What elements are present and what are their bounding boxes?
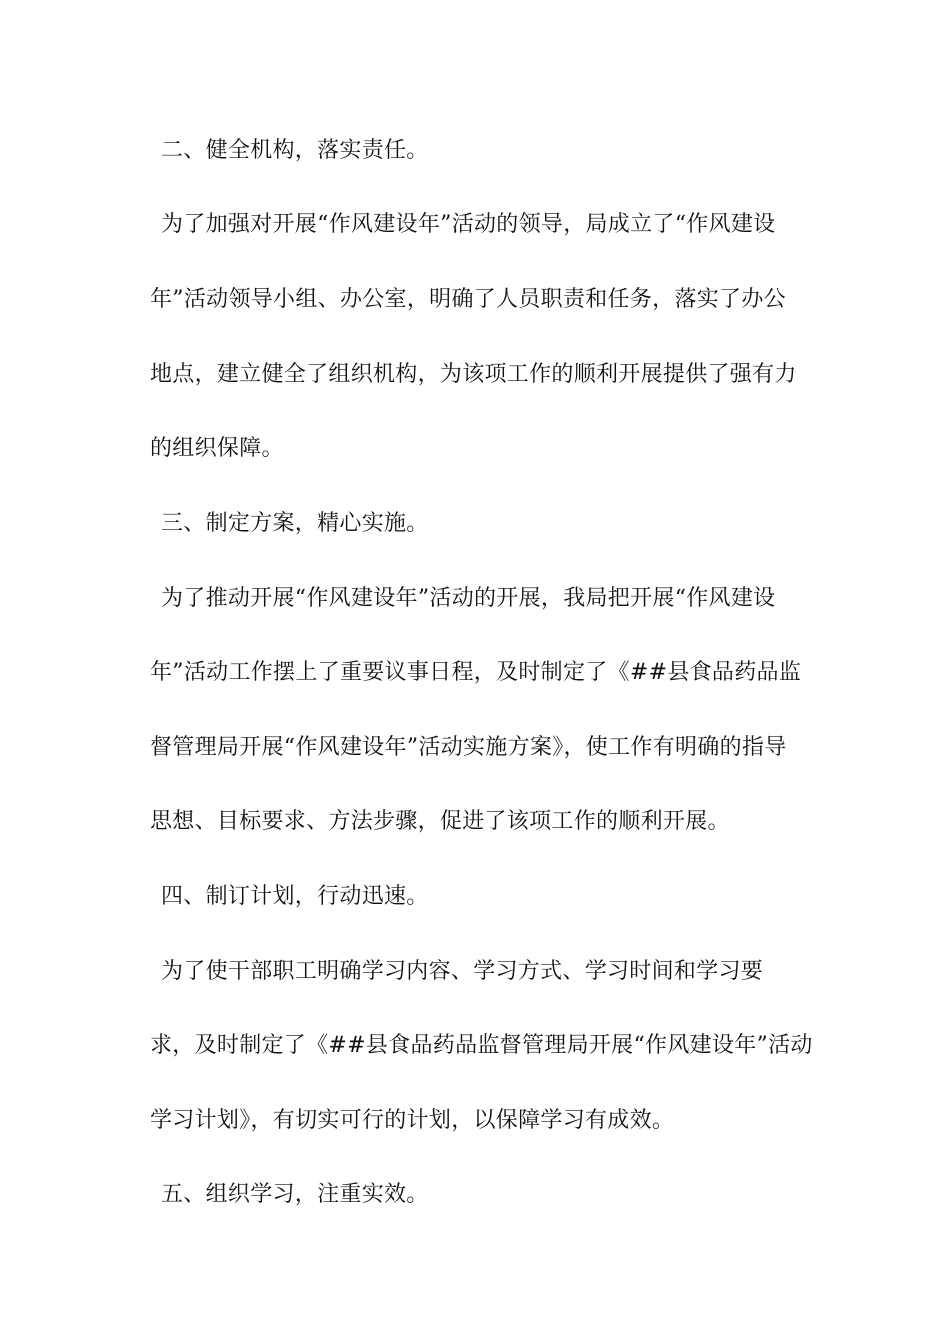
paragraph-line: 思想、目标要求、方法步骤，促进了该项工作的顺利开展。 bbox=[150, 809, 730, 834]
paragraph-line: 地点，建立健全了组织机构，为该项工作的顺利开展提供了强有力 bbox=[150, 362, 797, 387]
paragraph-line: 年”活动领导小组、办公室，明确了人员职责和任务，落实了办公 bbox=[150, 287, 786, 312]
paragraph-line: 学习计划》，有切实可行的计划，以保障学习有成效。 bbox=[150, 1108, 675, 1133]
paragraph-line: 督管理局开展“作风建设年”活动实施方案》，使工作有明确的指导 bbox=[150, 735, 787, 760]
paragraph-line: 求，及时制定了《##县食品药品监督管理局开展“作风建设年”活动 bbox=[150, 1033, 813, 1058]
paragraph-line: 为了使干部职工明确学习内容、学习方式、学习时间和学习要 bbox=[161, 959, 764, 984]
section-heading-3: 三、制定方案，精心实施。 bbox=[161, 511, 429, 536]
paragraph-line: 年”活动工作摆上了重要议事日程，及时制定了《##县食品药品监 bbox=[150, 660, 802, 685]
section-heading-4: 四、制订计划，行动迅速。 bbox=[161, 884, 429, 909]
section-heading-2: 二、健全机构，落实责任。 bbox=[161, 138, 429, 163]
paragraph-line: 为了推动开展“作风建设年”活动的开展，我局把开展“作风建设 bbox=[161, 586, 776, 611]
paragraph-line: 为了加强对开展“作风建设年”活动的领导，局成立了“作风建设 bbox=[161, 212, 776, 237]
paragraph-line: 的组织保障。 bbox=[150, 436, 284, 461]
section-heading-5: 五、组织学习，注重实效。 bbox=[161, 1182, 429, 1207]
